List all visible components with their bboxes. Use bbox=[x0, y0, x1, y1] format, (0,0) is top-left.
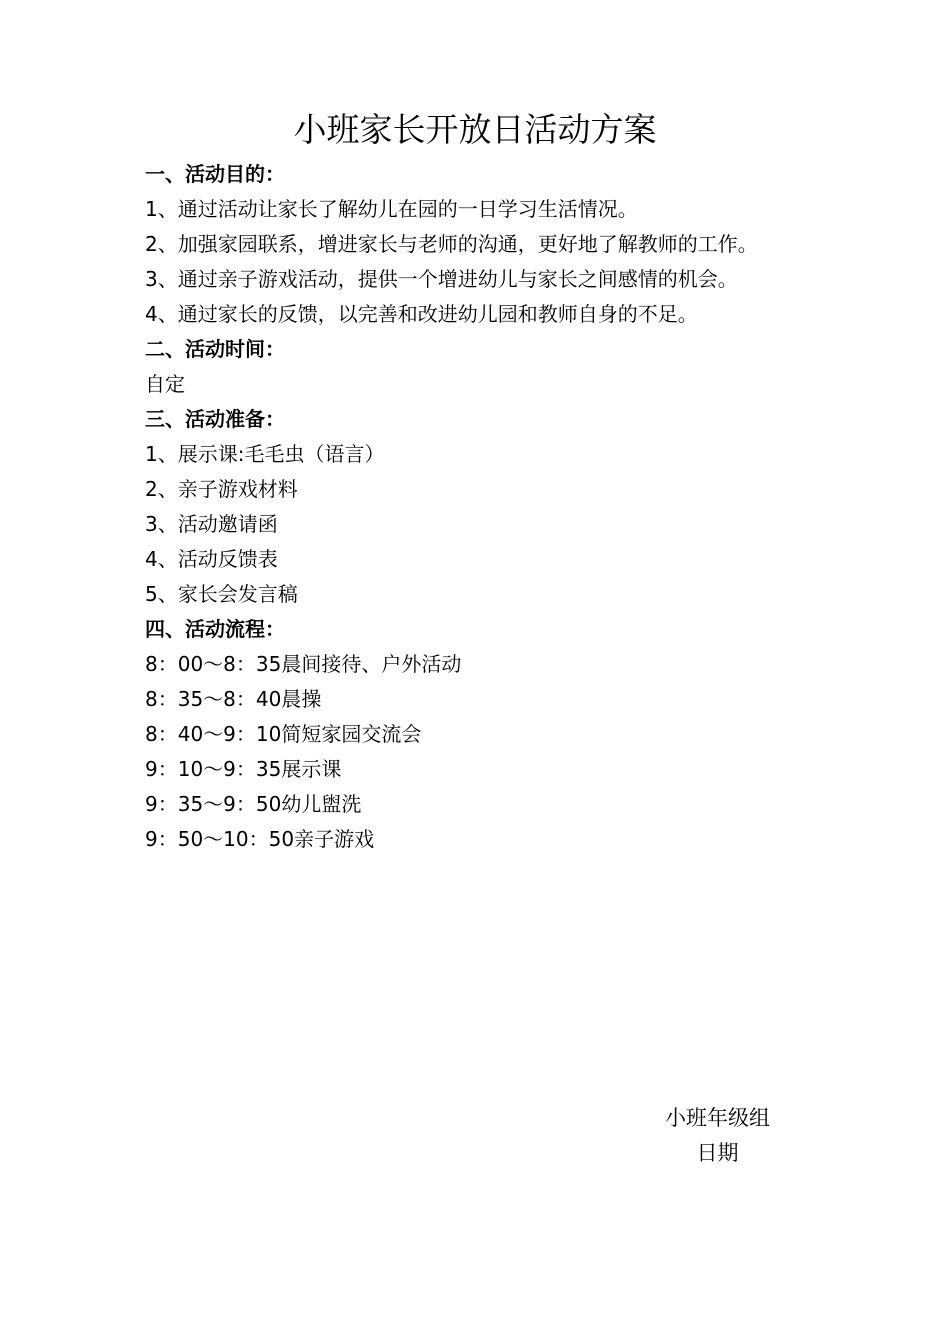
schedule-line: 8：00～8：35晨间接待、户外活动 bbox=[145, 652, 462, 676]
body-line: 1、通过活动让家长了解幼儿在园的一日学习生活情况。 bbox=[145, 197, 638, 221]
document-title: 小班家长开放日活动方案 bbox=[293, 110, 657, 149]
body-line: 4、活动反馈表 bbox=[145, 547, 278, 571]
section-heading: 一、活动目的： bbox=[145, 162, 285, 186]
signature-block bbox=[630, 1101, 805, 1171]
schedule-line: 9：50～10：50亲子游戏 bbox=[145, 827, 375, 851]
body-line: 5、家长会发言稿 bbox=[145, 582, 298, 606]
schedule-line: 9：35～9：50幼儿盥洗 bbox=[145, 792, 362, 816]
signature-date-label: 日期 bbox=[696, 1141, 739, 1165]
section-heading: 二、活动时间： bbox=[145, 337, 285, 361]
section-heading: 四、活动流程： bbox=[145, 617, 285, 641]
schedule-line: 8：40～9：10简短家园交流会 bbox=[145, 722, 422, 746]
body-line: 4、通过家长的反馈，以完善和改进幼儿园和教师自身的不足。 bbox=[145, 302, 698, 326]
signature-group: 小班年级组 bbox=[665, 1106, 770, 1130]
schedule-line: 8：35～8：40晨操 bbox=[145, 687, 322, 711]
schedule-line: 9：10～9：35展示课 bbox=[145, 757, 342, 781]
body-line: 3、活动邀请函 bbox=[145, 512, 278, 536]
section-heading: 三、活动准备： bbox=[145, 407, 285, 431]
body-line: 2、加强家园联系，增进家长与老师的沟通，更好地了解教师的工作。 bbox=[145, 232, 758, 256]
document-body bbox=[145, 157, 845, 857]
body-line: 2、亲子游戏材料 bbox=[145, 477, 298, 501]
body-line: 1、展示课:毛毛虫（语言） bbox=[145, 442, 385, 466]
body-line: 3、通过亲子游戏活动，提供一个增进幼儿与家长之间感情的机会。 bbox=[145, 267, 738, 291]
body-line: 自定 bbox=[145, 372, 185, 396]
